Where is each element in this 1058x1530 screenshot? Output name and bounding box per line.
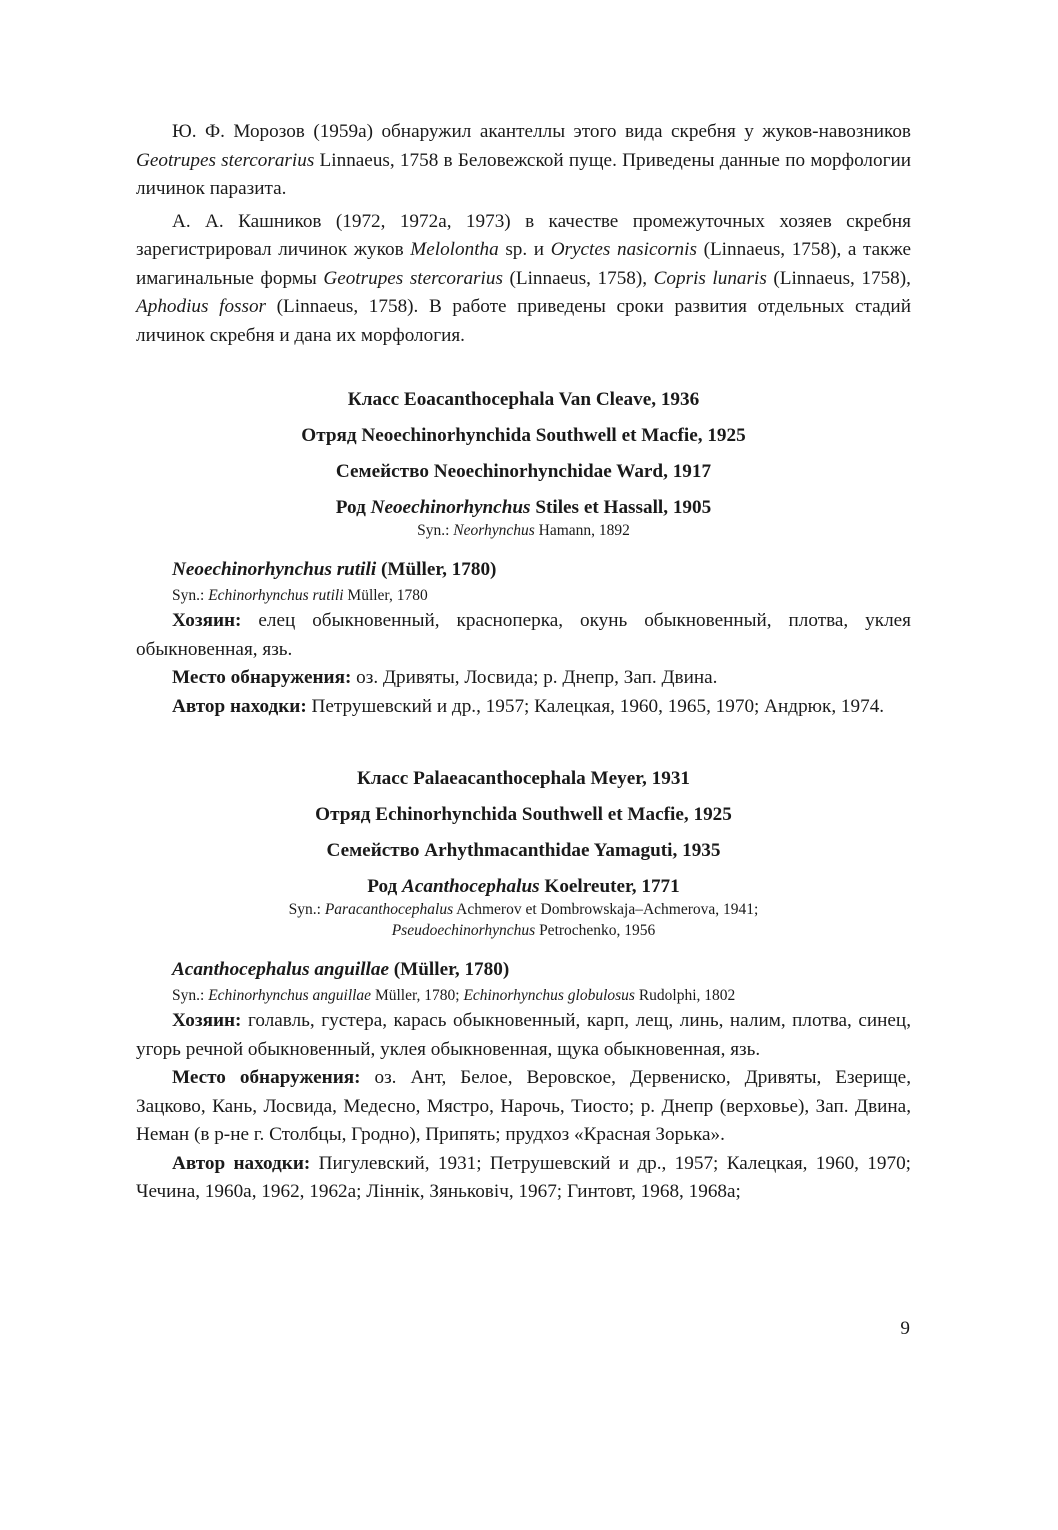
species-title: Neoechinorhynchus rutili (Müller, 1780)	[172, 559, 497, 580]
italic-latin-name: Echinorhynchus anguillae	[208, 987, 372, 1004]
species-title: Acanthocephalus anguillae (Müller, 1780)	[172, 959, 510, 980]
italic-latin-name: Oryctes nasicornis	[550, 239, 697, 260]
section-palaeacanthocephala	[136, 761, 911, 1207]
host-label: Хозяин:	[172, 1010, 242, 1031]
author-label: Автор находки:	[172, 695, 307, 717]
italic-latin-name: Pseudoechinorhynchus	[391, 922, 536, 939]
genus-heading: Род Acanthocephalus Koelreuter, 1771	[367, 876, 680, 897]
italic-latin-name: Acanthocephalus	[402, 876, 540, 897]
page-number: 9	[900, 1318, 910, 1339]
genus-synonym-line-1: Syn.: Paracanthocephalus Achmerov et Dombrowskaja–Achmerova, 1941;	[288, 901, 759, 918]
locality-text: оз. Ант, Белое, Веровское, Дервениско, Дривяты, Езерище, Зацково, Кань, Лосвида, Медесно, Мястро, Нарочь, Тиосто; р. Днепр (верховье), Зап. Двина, Неман (в р-не г. Столбцы, Гродно), Припять; прудхоз «Красная Зорька».	[136, 1067, 912, 1145]
family-heading: Семейство Neoechinorhynchidae Ward, 1917	[335, 461, 712, 482]
locality-text: оз. Дривяты, Лосвида; р. Днепр, Зап. Двина.	[351, 667, 718, 688]
locality-label: Место обнаружения:	[172, 667, 352, 688]
intro-paragraph-1: Ю. Ф. Морозов (1959а) обнаружил акантеллы этого вида скребня у жуков-навозников Geotrupes stercorarius Linnaeus, 1758 в Беловежской пуще. Приведены данные по морфологии личинок паразита.	[136, 121, 911, 199]
italic-latin-name: Geotrupes stercorarius	[323, 267, 503, 289]
genus-synonym: Syn.: Neorhynchus Hamann, 1892	[417, 522, 630, 539]
species-entry	[136, 955, 911, 1207]
italic-latin-name: Echinorhynchus globulosus	[463, 987, 635, 1004]
italic-latin-name: Neoechinorhynchus	[370, 497, 531, 518]
section-eoacanthocephala	[136, 382, 911, 721]
italic-latin-name: Echinorhynchus rutili	[208, 587, 344, 604]
host-label: Хозяин:	[172, 610, 242, 631]
italic-latin-name: Melolontha	[410, 239, 499, 260]
host-text: елец обыкновенный, красноперка, окунь обыкновенный, плотва, уклея обыкновенная, язь.	[136, 610, 911, 660]
host-text: голавль, густера, карась обыкновенный, карп, лещ, линь, налим, плотва, синец, угорь речной обыкновенный, уклея обыкновенная, щука обыкновенная, язь.	[136, 1010, 911, 1060]
author-text: Петрушевский и др., 1957; Калецкая, 1960, 1965, 1970; Андрюк, 1974.	[306, 695, 885, 717]
locality-paragraph	[136, 1064, 911, 1150]
order-heading: Отряд Neoechinorhynchida Southwell et Macfie, 1925	[301, 425, 746, 446]
italic-latin-name: Geotrupes stercorarius	[136, 149, 315, 171]
genus-synonym-line-2: Pseudoechinorhynchus Petrochenko, 1956	[391, 922, 656, 939]
genus-heading: Род Neoechinorhynchus Stiles et Hassall, 1905	[335, 497, 712, 518]
italic-latin-name: Acanthocephalus anguillae	[172, 959, 389, 980]
author-paragraph	[136, 693, 911, 722]
order-heading: Отряд Echinorhynchida Southwell et Macfie, 1925	[315, 804, 732, 825]
class-heading: Класс Palaeacanthocephala Meyer, 1931	[356, 768, 691, 789]
author-text: Пигулевский, 1931; Петрушевский и др., 1957; Калецкая, 1960, 1970; Чечина, 1960а, 1962, 1962а; Ліннік, Зяньковіч, 1967; Гинтовт, 1968, 1968а;	[136, 1152, 911, 1202]
species-synonym: Syn.: Echinorhynchus anguillae Müller, 1780; Echinorhynchus globulosus Rudolphi, 1802	[172, 987, 736, 1004]
italic-latin-name: Aphodius fossor	[136, 296, 267, 317]
italic-latin-name: Copris lunaris	[653, 267, 767, 289]
italic-latin-name: Paracanthocephalus	[324, 901, 454, 918]
host-paragraph	[136, 1007, 911, 1064]
locality-paragraph	[136, 664, 911, 693]
species-entry	[136, 555, 911, 721]
intro-paragraph-2: А. А. Кашников (1972, 1972а, 1973) в качестве промежуточных хозяев скребня зарегистрировал личинок жуков Melolontha sp. и Oryctes nasicornis (Linnaeus, 1758), а также имагинальные формы Geotrupes stercorarius (Linnaeus, 1758), Copris lunaris (Linnaeus, 1758), Aphodius fossor (Linnaeus, 1758). В работе приведены сроки развития отдельных стадий личинок скребня и дана их морфология.	[136, 210, 911, 346]
family-heading: Семейство Arhythmacanthidae Yamaguti, 1935	[326, 840, 721, 861]
page-body	[136, 118, 911, 1207]
host-paragraph	[136, 607, 911, 664]
italic-latin-name: Neoechinorhynchus rutili	[172, 559, 377, 580]
species-synonym: Syn.: Echinorhynchus rutili Müller, 1780	[172, 587, 428, 604]
author-label: Автор находки:	[172, 1152, 311, 1174]
italic-latin-name: Neorhynchus	[453, 522, 535, 539]
author-paragraph	[136, 1150, 911, 1207]
locality-label: Место обнаружения:	[172, 1067, 361, 1088]
class-heading: Класс Eoacanthocephala Van Cleave, 1936	[347, 389, 700, 410]
